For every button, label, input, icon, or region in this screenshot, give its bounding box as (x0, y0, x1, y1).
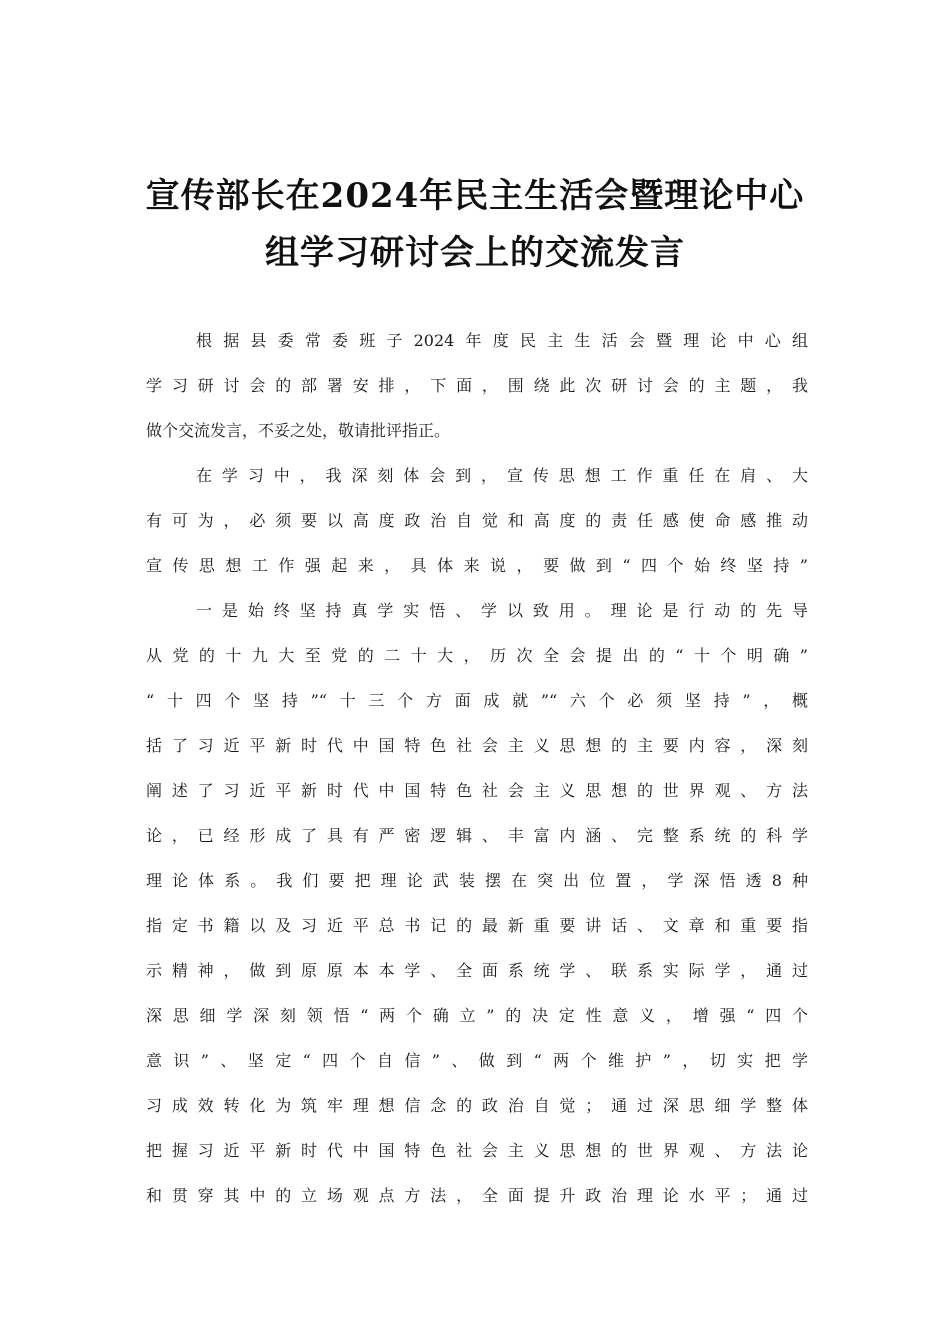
text-line: 根据县委常委班子2024年度民主生活会暨理论中心组 (196, 331, 808, 350)
text-line: 把握习近平新时代中国特色社会主义思想的世界观、方法论 (146, 1141, 808, 1160)
text-line: 宣传思想工作强起来，具体来说，要做到“四个始终坚持” (146, 556, 808, 575)
document-title (120, 168, 830, 282)
text-line: 学习研讨会的部署安排，下面，围绕此次研讨会的主题，我 (146, 376, 808, 395)
text-line: 论，已经形成了具有严密逻辑、丰富内涵、完整系统的科学 (146, 826, 808, 845)
text-line: 意识”、坚定“四个自信”、做到“两个维护”，切实把学 (146, 1051, 808, 1070)
document-body (146, 328, 808, 1228)
text-line: 从党的十九大至党的二十大，历次全会提出的“十个明确” (146, 646, 808, 665)
text-line: 指定书籍以及习近平总书记的最新重要讲话、文章和重要指 (146, 916, 808, 935)
text-line: 习成效转化为筑牢理想信念的政治自觉；通过深思细学整体 (146, 1096, 808, 1115)
text-line: 阐述了习近平新时代中国特色社会主义思想的世界观、方法 (146, 781, 808, 800)
title-line-2: 组学习研讨会上的交流发言 (265, 233, 685, 273)
text-line: “十四个坚持”“十三个方面成就”“六个必须坚持”，概 (146, 691, 808, 710)
text-line: 一是始终坚持真学实悟、学以致用。理论是行动的先导 (196, 601, 808, 620)
text-line: 理论体系。我们要把理论武装摆在突出位置，学深悟透8种 (146, 871, 808, 890)
paragraph-3 (146, 598, 808, 1228)
text-line: 和贯穿其中的立场观点方法，全面提升政治理论水平；通过 (146, 1186, 808, 1205)
text-line: 有可为，必须要以高度政治自觉和高度的责任感使命感推动 (146, 511, 808, 530)
paragraph-1 (146, 328, 808, 463)
text-line: 深思细学深刻领悟“两个确立”的决定性意义，增强“四个 (146, 1006, 808, 1025)
text-line: 括了习近平新时代中国特色社会主义思想的主要内容，深刻 (146, 736, 808, 755)
paragraph-2 (146, 463, 808, 598)
text-line: 做个交流发言，不妥之处，敬请批评指正。 (146, 421, 451, 440)
text-line: 示精神，做到原原本本学、全面系统学、联系实际学，通过 (146, 961, 808, 980)
title-line-1: 宣传部长在2024年民主生活会暨理论中心 (145, 176, 805, 216)
text-line: 在学习中，我深刻体会到，宣传思想工作重任在肩、大 (196, 466, 808, 485)
